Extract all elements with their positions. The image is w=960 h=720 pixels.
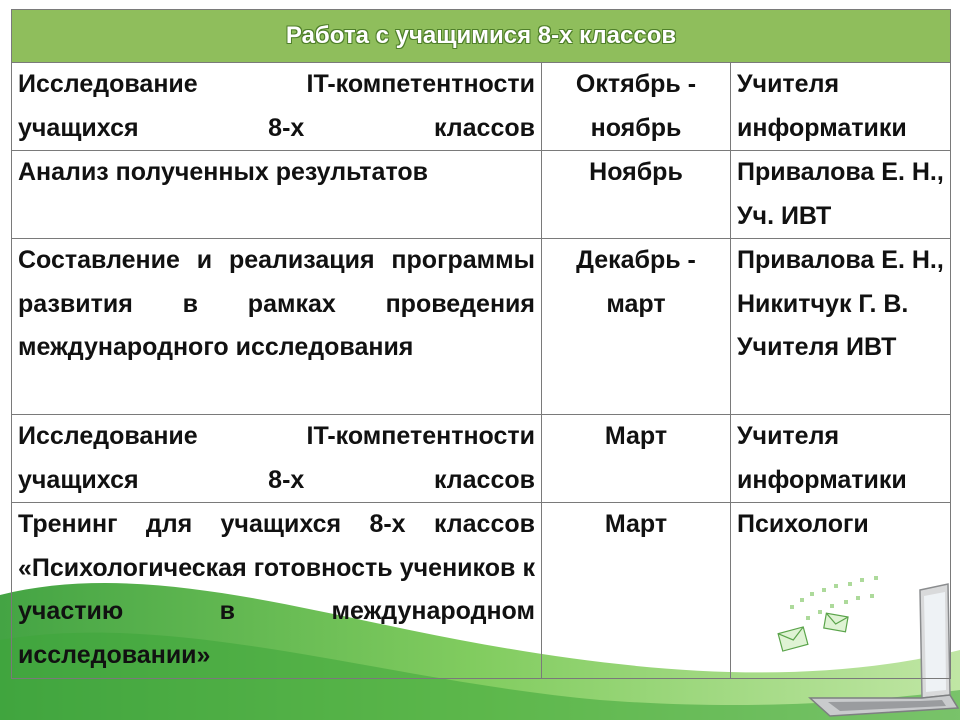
table-row	[12, 63, 951, 151]
responsible-cell: Привалова Е. Н., Уч. ИВТ	[731, 151, 951, 239]
table-row	[12, 151, 951, 239]
responsible-cell: Учителя информатики	[731, 63, 951, 151]
responsible-cell: Психологи	[731, 503, 951, 679]
work-plan-table	[11, 9, 951, 679]
period-cell: Март	[542, 503, 731, 679]
task-cell: Исследование IT-компетентности учащихся 8-х классов	[12, 415, 542, 503]
table-row	[12, 239, 951, 415]
period-cell: Декабрь - март	[542, 239, 731, 415]
task-cell: Анализ полученных результатов	[12, 151, 542, 239]
responsible-cell: Привалова Е. Н., Никитчук Г. В. Учителя ИВТ	[731, 239, 951, 415]
period-cell: Март	[542, 415, 731, 503]
task-cell: Составление и реализация программы развития в рамках проведения международного исследования	[12, 239, 542, 415]
task-cell: Тренинг для учащихся 8-х классов «Психологическая готовность учеников к участию в международном исследовании»	[12, 503, 542, 679]
slide-title: Работа с учащимися 8-х классов	[12, 10, 951, 63]
task-cell: Исследование IT-компетентности учащихся 8-х классов	[12, 63, 542, 151]
period-cell: Октябрь - ноябрь	[542, 63, 731, 151]
responsible-cell: Учителя информатики	[731, 415, 951, 503]
period-cell: Ноябрь	[542, 151, 731, 239]
table-row	[12, 415, 951, 503]
table-row	[12, 503, 951, 679]
table-header-row	[12, 10, 951, 63]
